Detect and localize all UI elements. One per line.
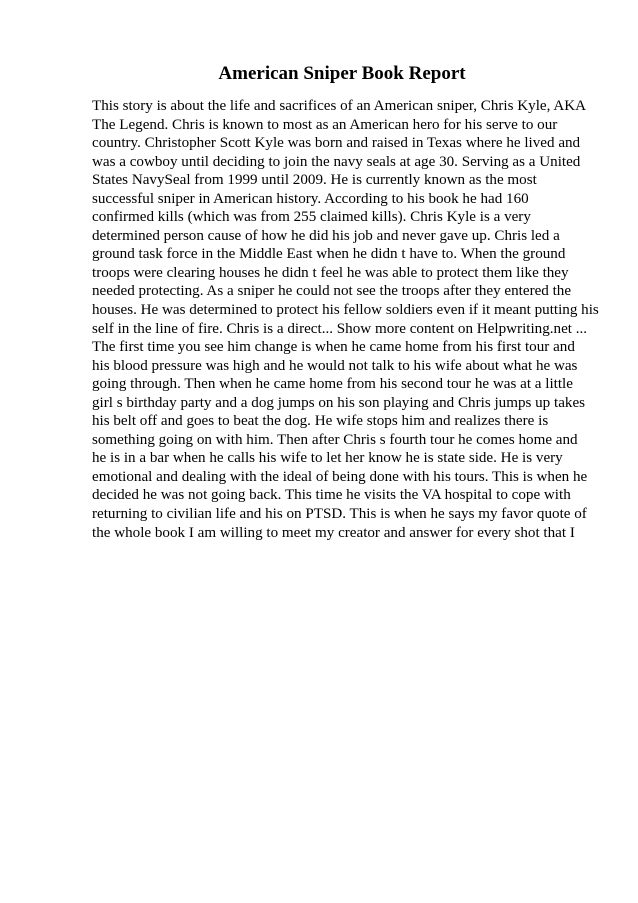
body-line: needed protecting. As a sniper he could not see the troops after they entered the	[92, 283, 572, 300]
body-line: ground task force in the Middle East when he didn t have to. When the ground	[92, 246, 566, 263]
body-line: troops were clearing houses he didn t feel he was able to protect them like they	[92, 264, 569, 281]
body-line: his blood pressure was high and he would not talk to his wife about what he was	[92, 357, 578, 374]
body-line: houses. He was determined to protect his fellow soldiers even if it meant putting his	[92, 302, 599, 319]
body-line: successful sniper in American history. According to his book he had 160	[92, 190, 529, 207]
document-body	[92, 97, 612, 542]
document-title: American Sniper Book Report	[218, 63, 466, 84]
body-line: The Legend. Chris is known to most as an American hero for his serve to our	[92, 116, 558, 133]
body-line: he is in a bar when he calls his wife to let her know he is state side. He is very	[92, 450, 563, 467]
body-line: going through. Then when he came home from his second tour he was at a little	[92, 376, 573, 393]
body-line: the whole book I am willing to meet my creator and answer for every shot that I	[92, 524, 575, 541]
body-line: returning to civilian life and his on PTSD. This is when he says my favor quote of	[92, 506, 587, 523]
body-line: was a cowboy until deciding to join the navy seals at age 30. Serving as a United	[92, 153, 581, 170]
body-line: emotional and dealing with the ideal of being done with his tours. This is when he	[92, 468, 588, 485]
body-line: This story is about the life and sacrifices of an American sniper, Chris Kyle, AKA	[92, 98, 587, 114]
body-line: decided he was not going back. This time he visits the VA hospital to cope with	[92, 487, 571, 504]
body-line: girl s birthday party and a dog jumps on his son playing and Chris jumps up takes	[92, 394, 586, 411]
body-line: States NavySeal from 1999 until 2009. He is currently known as the most	[92, 172, 537, 189]
body-line-show-more: self in the line of fire. Chris is a direct... Show more content on Helpwriting.net ...	[92, 320, 588, 337]
body-line: something going on with him. Then after Chris s fourth tour he comes home and	[92, 431, 578, 448]
body-line: determined person cause of how he did his job and never gave up. Chris led a	[92, 227, 560, 244]
body-line: confirmed kills (which was from 255 claimed kills). Chris Kyle is a very	[92, 209, 531, 226]
body-line: country. Christopher Scott Kyle was born and raised in Texas where he lived and	[92, 135, 581, 152]
body-line: The first time you see him change is when he came home from his first tour and	[92, 339, 575, 356]
body-line: his belt off and goes to beat the dog. He wife stops him and realizes there is	[92, 413, 549, 430]
